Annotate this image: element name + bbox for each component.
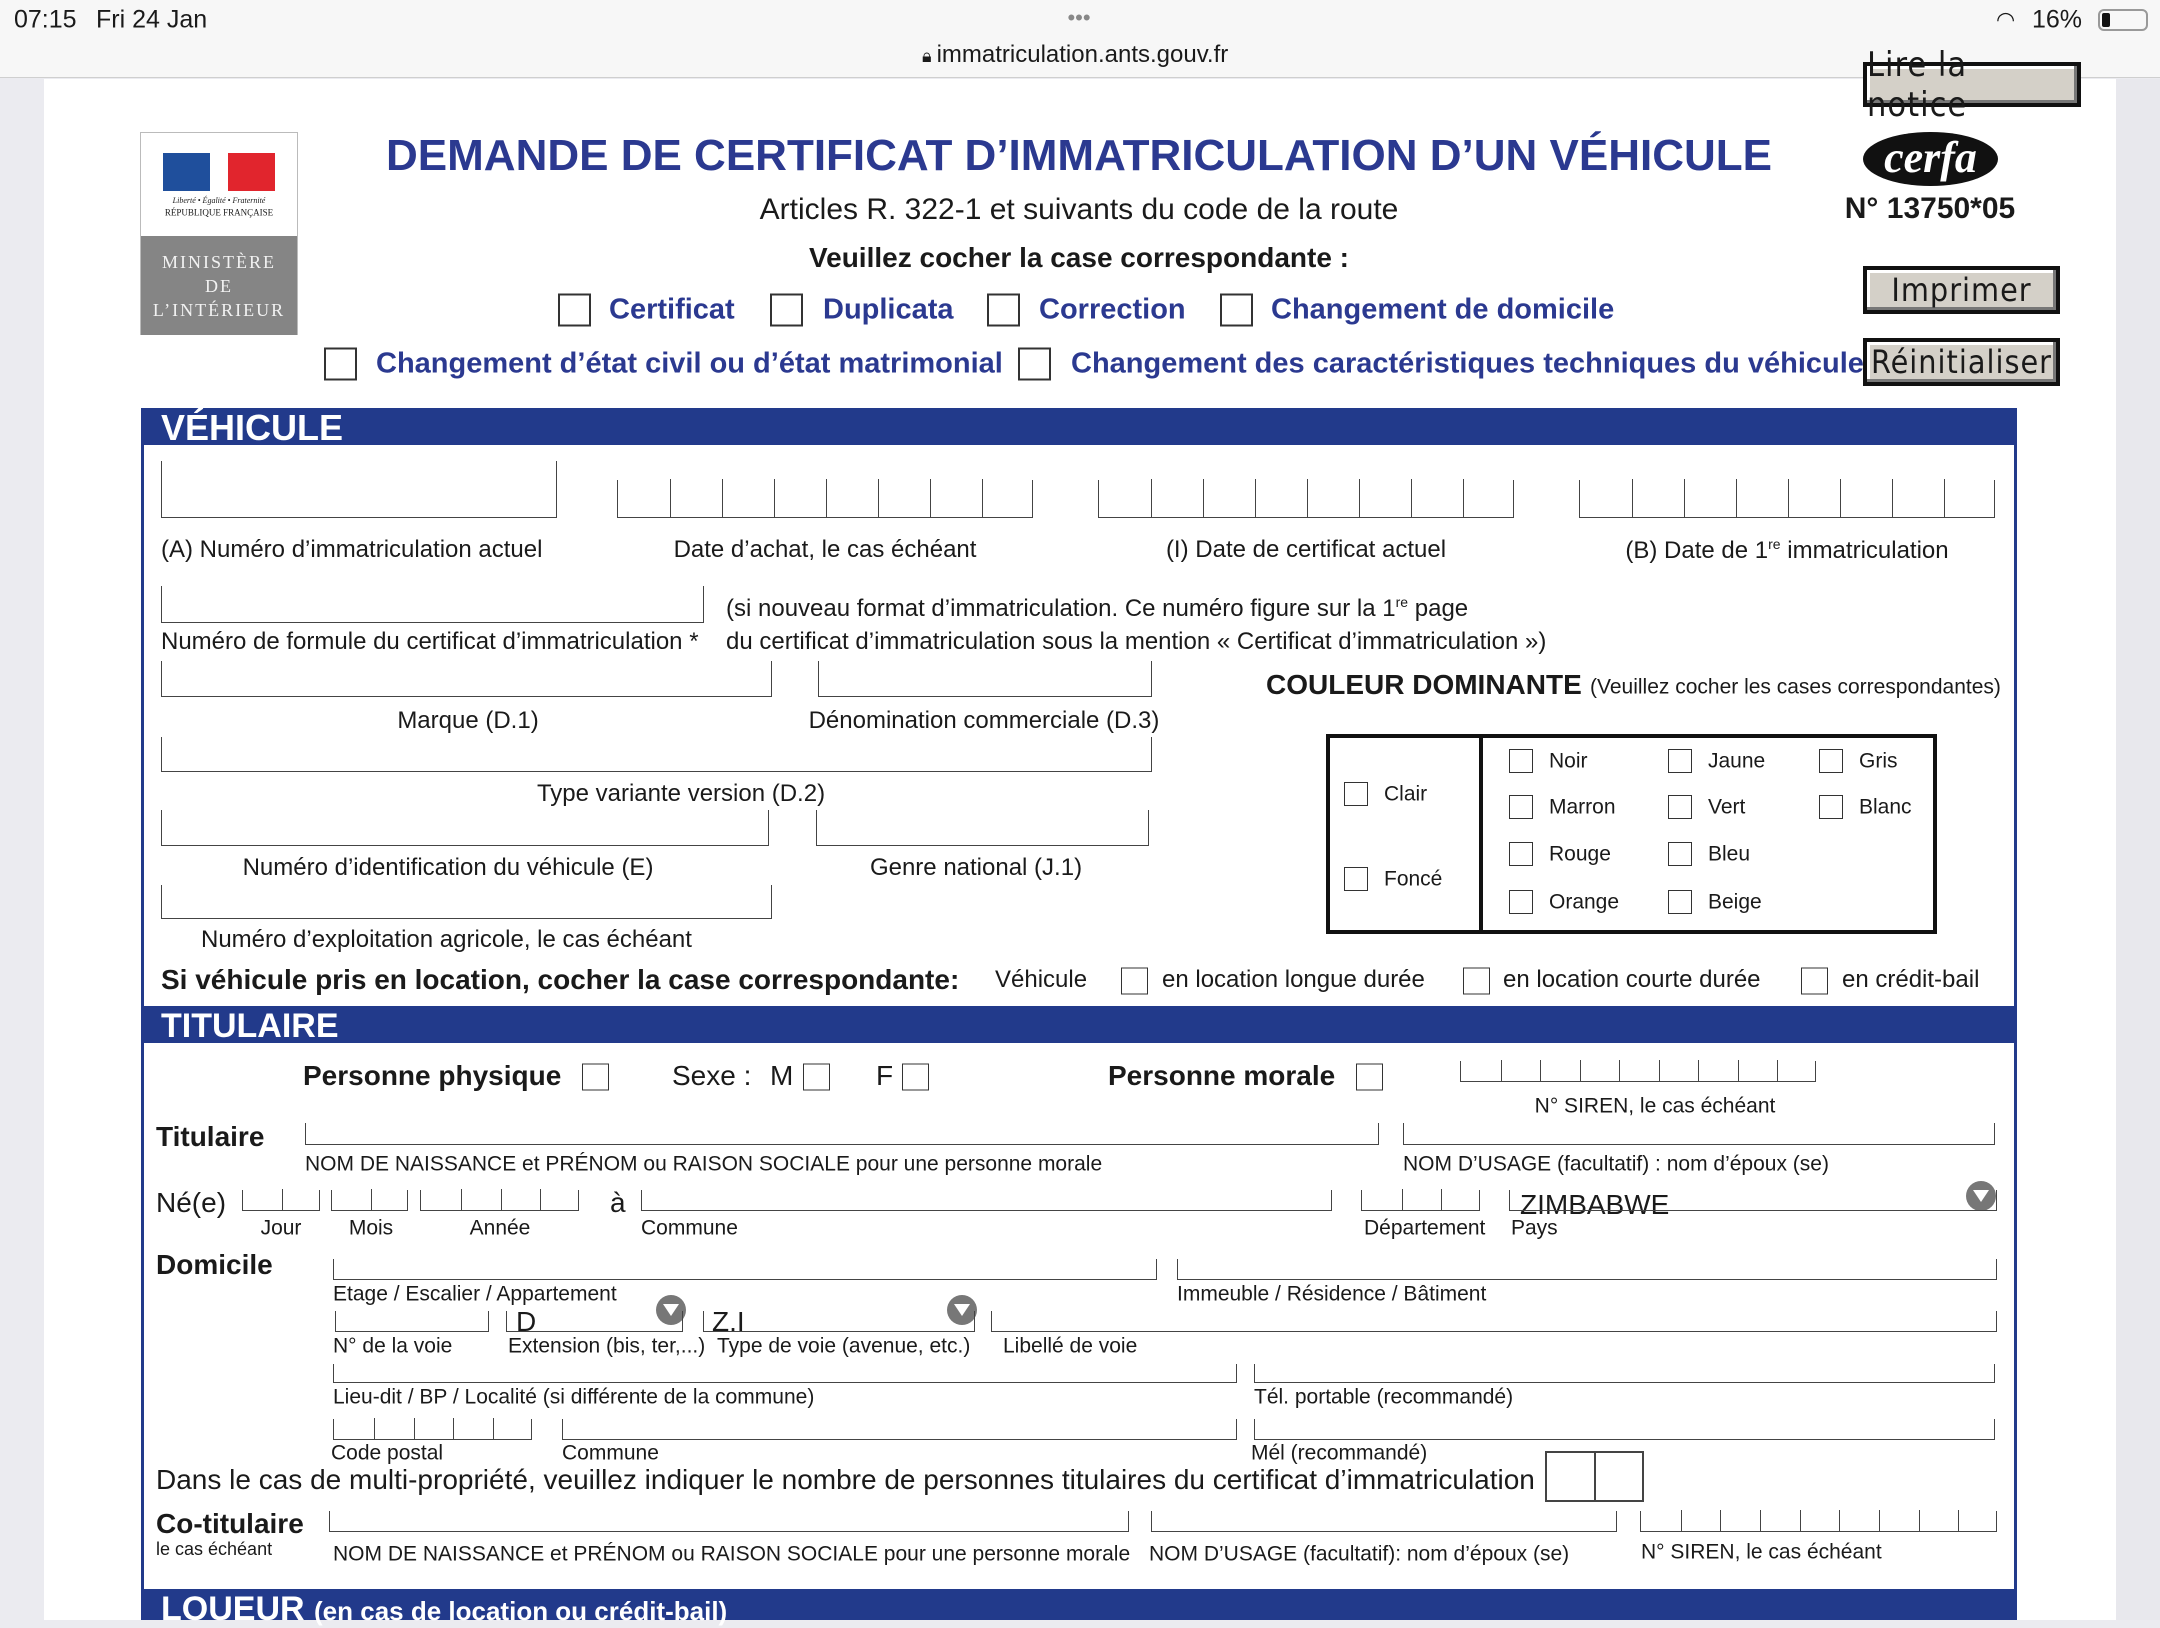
label-clair: Clair — [1384, 782, 1428, 806]
label-annee: Année — [469, 1216, 531, 1240]
label-type-voie: Type de voie (avenue, etc.) — [717, 1334, 971, 1358]
comb-separator — [930, 479, 931, 517]
label-jour: Jour — [260, 1216, 302, 1240]
label-etage: Etage / Escalier / Appartement — [333, 1282, 617, 1306]
text: page — [1408, 595, 1469, 622]
genre-input[interactable] — [816, 810, 1149, 846]
comb-separator — [1698, 1060, 1699, 1081]
cp-input[interactable] — [333, 1419, 532, 1440]
comb-separator — [1736, 479, 1737, 517]
label-duplicata: Duplicata — [823, 293, 954, 326]
label-titulaire: Titulaire — [156, 1121, 265, 1152]
date-cert-input[interactable] — [1098, 480, 1514, 518]
cerfa-logo: cerfa — [1863, 132, 1998, 186]
label-sexe-m: M — [770, 1060, 794, 1091]
comb-separator — [1632, 479, 1633, 517]
comb-separator — [1892, 479, 1893, 517]
label-a: à — [610, 1187, 626, 1218]
mois-input[interactable] — [331, 1190, 408, 1211]
section-titulaire-header — [141, 1006, 2017, 1043]
label-siren: N° SIREN, le cas échéant — [1534, 1094, 1776, 1118]
checkbox-sexe-m[interactable] — [803, 1064, 830, 1091]
ministry-block — [141, 236, 297, 335]
libelle-input[interactable] — [991, 1311, 1997, 1332]
co-nom-input[interactable] — [329, 1511, 1129, 1532]
pays-select[interactable] — [1509, 1190, 1997, 1211]
comb-separator — [493, 1418, 494, 1439]
loueur-note: (en cas de location ou crédit-bail) — [314, 1596, 728, 1626]
section-title: VÉHICULE — [161, 407, 344, 448]
battery-icon — [2098, 9, 2148, 31]
label-caracteristiques: Changement des caractéristiques techniques du véhicule — [1071, 347, 1864, 380]
section-loueur-header — [141, 1589, 2017, 1628]
checkbox-certificat[interactable] — [558, 294, 591, 327]
label-orange: Orange — [1549, 890, 1620, 914]
comb-separator — [1151, 479, 1152, 517]
comb-separator — [282, 1189, 283, 1210]
comb-separator — [1840, 479, 1841, 517]
label-location-courte: en location courte durée — [1503, 966, 1761, 993]
flag-icon — [163, 153, 275, 191]
checkbox-correction[interactable] — [987, 294, 1020, 327]
couleur-divider — [1479, 734, 1483, 934]
label-personne-physique: Personne physique — [303, 1060, 562, 1091]
comb-separator — [1788, 479, 1789, 517]
comb-separator — [1255, 479, 1256, 517]
ministry-line: L’INTÉRIEUR — [152, 300, 286, 320]
checkbox-personne-physique[interactable] — [582, 1064, 609, 1091]
immeuble-input[interactable] — [1177, 1259, 1997, 1280]
label-mel: Mél (recommandé) — [1251, 1441, 1428, 1465]
label-libelle: Libellé de voie — [1003, 1334, 1138, 1358]
commune-input[interactable] — [562, 1419, 1237, 1440]
formule-note-l1 — [726, 595, 1468, 621]
checkbox-noir[interactable] — [1509, 749, 1533, 773]
label-sexe-f: F — [876, 1060, 894, 1091]
url-bar[interactable] — [922, 43, 1228, 67]
cerfa-number: N° 13750*05 — [1844, 192, 2016, 225]
comb-separator — [1659, 1060, 1660, 1081]
comb-separator — [1411, 479, 1412, 517]
nom-input[interactable] — [305, 1123, 1379, 1145]
departement-input[interactable] — [1361, 1190, 1480, 1211]
label-tel: Tél. portable (recommandé) — [1254, 1385, 1514, 1409]
checkbox-sexe-f[interactable] — [902, 1064, 929, 1091]
scrollbar-track[interactable] — [2116, 79, 2160, 1620]
label-rouge: Rouge — [1549, 842, 1611, 866]
text: (B) Date de 1 — [1625, 537, 1769, 564]
label-noir: Noir — [1549, 749, 1588, 773]
formule-note-l2: du certificat d’immatriculation sous la mention « Certificat d’immatriculation ») — [726, 628, 1547, 655]
wifi-icon: ◠ — [1996, 7, 2016, 32]
comb-separator — [540, 1189, 541, 1210]
label-fonce: Foncé — [1384, 867, 1443, 891]
label-multi: Dans le cas de multi-propriété, veuillez indiquer le nombre de personnes titulaires du certificat d’immatriculation — [156, 1464, 1535, 1495]
sup: re — [1768, 536, 1781, 552]
comb-separator — [1720, 1510, 1721, 1531]
checkbox-blanc[interactable] — [1819, 795, 1843, 819]
comb-separator — [1944, 479, 1945, 517]
label-usage: NOM D’USAGE (facultatif) : nom d’époux (se) — [1403, 1152, 1829, 1176]
num-immat-input[interactable] — [161, 461, 557, 518]
label-etat-civil: Changement d’état civil ou d’état matrimonial — [376, 347, 1003, 380]
commune-naissance-input[interactable] — [641, 1190, 1332, 1211]
label-formule: Numéro de formule du certificat d’immatriculation * — [161, 628, 699, 655]
comb-separator — [1203, 479, 1204, 517]
co-usage-input[interactable] — [1151, 1511, 1617, 1532]
instruction: Veuillez cocher la case correspondante : — [809, 242, 1349, 273]
checkbox-changement-domicile[interactable] — [1220, 294, 1253, 327]
label-certificat: Certificat — [609, 293, 735, 326]
extension-value: D — [516, 1306, 537, 1337]
comb-separator — [501, 1189, 502, 1210]
checkbox-location-courte[interactable] — [1463, 968, 1490, 995]
label-bleu: Bleu — [1708, 842, 1751, 866]
comb-separator — [1684, 479, 1685, 517]
checkbox-gris[interactable] — [1819, 749, 1843, 773]
checkbox-duplicata[interactable] — [770, 294, 803, 327]
republic-text: RÉPUBLIQUE FRANÇAISE — [164, 207, 274, 218]
comb-separator — [1919, 1510, 1920, 1531]
section-vehicule-header — [141, 407, 2017, 448]
comb-separator — [1359, 479, 1360, 517]
section-title — [161, 1592, 727, 1626]
checkbox-orange[interactable] — [1509, 890, 1533, 914]
ministry-line: MINISTÈRE — [162, 252, 276, 272]
agricole-input[interactable] — [161, 885, 772, 919]
comb-separator — [453, 1418, 454, 1439]
etage-input[interactable] — [333, 1259, 1157, 1280]
checkbox-fonce[interactable] — [1344, 867, 1368, 891]
comb-separator — [982, 479, 983, 517]
usage-input[interactable] — [1403, 1123, 1995, 1145]
label-cp: Code postal — [331, 1441, 444, 1465]
page-title: DEMANDE DE CERTIFICAT D’IMMATRICULATION D’UN VÉHICULE — [386, 131, 1772, 180]
more-dots-icon[interactable]: ••• — [1067, 5, 1091, 30]
multi-count-input[interactable] — [1545, 1451, 1644, 1502]
date-achat-input[interactable] — [617, 480, 1033, 518]
battery-percent: 16% — [2032, 5, 2083, 34]
text: (si nouveau format d’immatriculation. Ce numéro figure sur la 1 — [726, 595, 1396, 622]
comb-separator — [1839, 1510, 1840, 1531]
label-changement-domicile: Changement de domicile — [1271, 293, 1615, 326]
label-pays: Pays — [1511, 1216, 1558, 1240]
print-button[interactable]: Imprimer — [1863, 266, 2060, 314]
label-personne-morale: Personne morale — [1108, 1060, 1336, 1091]
label-departement: Département — [1364, 1216, 1486, 1240]
vin-input[interactable] — [161, 810, 769, 846]
label-extension: Extension (bis, ter,...) — [508, 1334, 706, 1358]
date: Fri 24 Jan — [96, 5, 208, 34]
num-voie-input[interactable] — [335, 1311, 489, 1332]
comb-separator — [1777, 1060, 1778, 1081]
lieudit-input[interactable] — [333, 1364, 1237, 1383]
marque-input[interactable] — [161, 661, 772, 697]
marianne-logo — [140, 132, 298, 335]
comb-separator — [1540, 1060, 1541, 1081]
label-commune: Commune — [641, 1216, 738, 1240]
label-marron: Marron — [1549, 795, 1616, 819]
label-type-variante: Type variante version (D.2) — [536, 780, 826, 807]
jour-input[interactable] — [242, 1190, 320, 1211]
browser-status-bar — [0, 0, 2160, 78]
label-sexe: Sexe : — [672, 1060, 752, 1091]
comb-separator — [414, 1418, 415, 1439]
label-credit-bail: en crédit-bail — [1842, 966, 1980, 993]
label-num-immat: (A) Numéro d’immatriculation actuel — [161, 536, 543, 563]
type-variante-input[interactable] — [161, 737, 1152, 772]
comb-separator — [1879, 1510, 1880, 1531]
label-vin: Numéro d’identification du véhicule (E) — [242, 854, 654, 881]
comb-separator — [670, 479, 671, 517]
label-cotitulaire: Co-titulaire — [156, 1508, 304, 1539]
checkbox-beige[interactable] — [1668, 890, 1692, 914]
label-domicile: Domicile — [156, 1249, 273, 1280]
pays-value: ZIMBABWE — [1520, 1189, 1670, 1220]
co-siren-input[interactable] — [1640, 1511, 1997, 1532]
comb-separator — [878, 479, 879, 517]
label-cas: le cas échéant — [156, 1539, 273, 1559]
couleur-box — [1326, 734, 1937, 934]
label-gris: Gris — [1859, 749, 1898, 773]
label-date-cert: (I) Date de certificat actuel — [1165, 536, 1447, 563]
comb-separator — [1681, 1510, 1682, 1531]
mel-input[interactable] — [1254, 1419, 1995, 1440]
comb-separator — [1800, 1510, 1801, 1531]
label-marque: Marque (D.1) — [397, 707, 539, 734]
motto: Liberté • Égalité • Fraternité — [172, 196, 266, 205]
comb-separator — [826, 479, 827, 517]
checkbox-etat-civil[interactable] — [324, 348, 357, 381]
label-co-nom: NOM DE NAISSANCE et PRÉNOM ou RAISON SOCIALE pour une personne morale — [333, 1542, 1131, 1566]
siren-input[interactable] — [1460, 1061, 1816, 1082]
formule-input[interactable] — [161, 586, 704, 623]
type-voie-value: Z.I — [712, 1306, 745, 1337]
label-immeuble: Immeuble / Résidence / Bâtiment — [1177, 1282, 1487, 1306]
comb-separator — [461, 1189, 462, 1210]
checkbox-jaune[interactable] — [1668, 749, 1692, 773]
checkbox-location-longue[interactable] — [1121, 968, 1148, 995]
type-voie-select[interactable] — [703, 1311, 975, 1332]
comb-separator — [1441, 1189, 1442, 1210]
checkbox-personne-morale[interactable] — [1356, 1064, 1383, 1091]
label-correction: Correction — [1039, 293, 1186, 326]
label-date-achat: Date d’achat, le cas échéant — [673, 536, 977, 563]
comb-separator — [722, 479, 723, 517]
section-title: TITULAIRE — [161, 1007, 339, 1045]
subtitle: Articles R. 322-1 et suivants du code de la route — [759, 193, 1399, 226]
comb-separator — [1501, 1060, 1502, 1081]
annee-input[interactable] — [420, 1190, 579, 1211]
label-agricole: Numéro d’exploitation agricole, le cas échéant — [201, 926, 692, 953]
location-label: Si véhicule pris en location, cocher la case correspondante: — [161, 964, 960, 995]
ministry-line: DE — [205, 276, 233, 296]
sup: re — [1395, 594, 1409, 610]
checkbox-marron[interactable] — [1509, 795, 1533, 819]
label-commune2: Commune — [562, 1441, 659, 1465]
read-notice-button[interactable]: Lire la notice — [1863, 62, 2081, 107]
label-location-longue: en location longue durée — [1162, 966, 1425, 993]
comb-separator — [1958, 1510, 1959, 1531]
checkbox-caracteristiques[interactable] — [1018, 348, 1051, 381]
tel-input[interactable] — [1254, 1364, 1995, 1383]
loueur-title: LOUEUR — [161, 1590, 305, 1628]
label-mois: Mois — [348, 1216, 394, 1240]
label-lieudit: Lieu-dit / BP / Localité (si différente de la commune) — [333, 1385, 815, 1409]
checkbox-credit-bail[interactable] — [1801, 968, 1828, 995]
label-blanc: Blanc — [1859, 795, 1912, 819]
comb-separator — [374, 1418, 375, 1439]
comb-separator — [1760, 1510, 1761, 1531]
couleur-note: (Veuillez cocher les cases correspondantes) — [1590, 675, 2001, 699]
label-jaune: Jaune — [1708, 749, 1766, 773]
comb-separator — [1402, 1189, 1403, 1210]
location-vehicule: Véhicule — [995, 966, 1088, 993]
comb-separator — [774, 479, 775, 517]
reset-button[interactable]: Réinitialiser — [1863, 338, 2060, 386]
denomination-input[interactable] — [818, 661, 1152, 697]
label-genre: Genre national (J.1) — [869, 854, 1083, 881]
comb-separator — [1738, 1060, 1739, 1081]
label-co-siren: N° SIREN, le cas échéant — [1641, 1540, 1882, 1564]
checkbox-vert[interactable] — [1668, 795, 1692, 819]
label-denomination: Dénomination commerciale (D.3) — [808, 707, 1160, 734]
comb-separator — [1619, 1060, 1620, 1081]
comb-separator — [1580, 1060, 1581, 1081]
label-nom: NOM DE NAISSANCE et PRÉNOM ou RAISON SOCIALE pour une personne morale — [305, 1152, 1103, 1176]
text: immatriculation — [1780, 537, 1949, 564]
label-ne: Né(e) — [156, 1187, 227, 1218]
extension-select[interactable] — [506, 1311, 683, 1332]
label-co-usage: NOM D’USAGE (facultatif): nom d’époux (se) — [1149, 1542, 1570, 1566]
comb-separator — [1463, 479, 1464, 517]
label-beige: Beige — [1708, 890, 1762, 914]
date-first-input[interactable] — [1579, 480, 1995, 518]
checkbox-clair[interactable] — [1344, 782, 1368, 806]
label-date-first — [1625, 537, 1948, 563]
label-num-voie: N° de la voie — [333, 1334, 453, 1358]
comb-separator — [1307, 479, 1308, 517]
url-text: immatriculation.ants.gouv.fr — [936, 41, 1229, 68]
checkbox-bleu[interactable] — [1668, 842, 1692, 866]
checkbox-rouge[interactable] — [1509, 842, 1533, 866]
label-vert: Vert — [1708, 795, 1746, 819]
clock: 07:15 — [14, 5, 77, 34]
lock-icon: 🔒︎ — [922, 46, 937, 66]
couleur-title: COULEUR DOMINANTE — [1266, 669, 1582, 700]
comb-separator — [371, 1189, 372, 1210]
